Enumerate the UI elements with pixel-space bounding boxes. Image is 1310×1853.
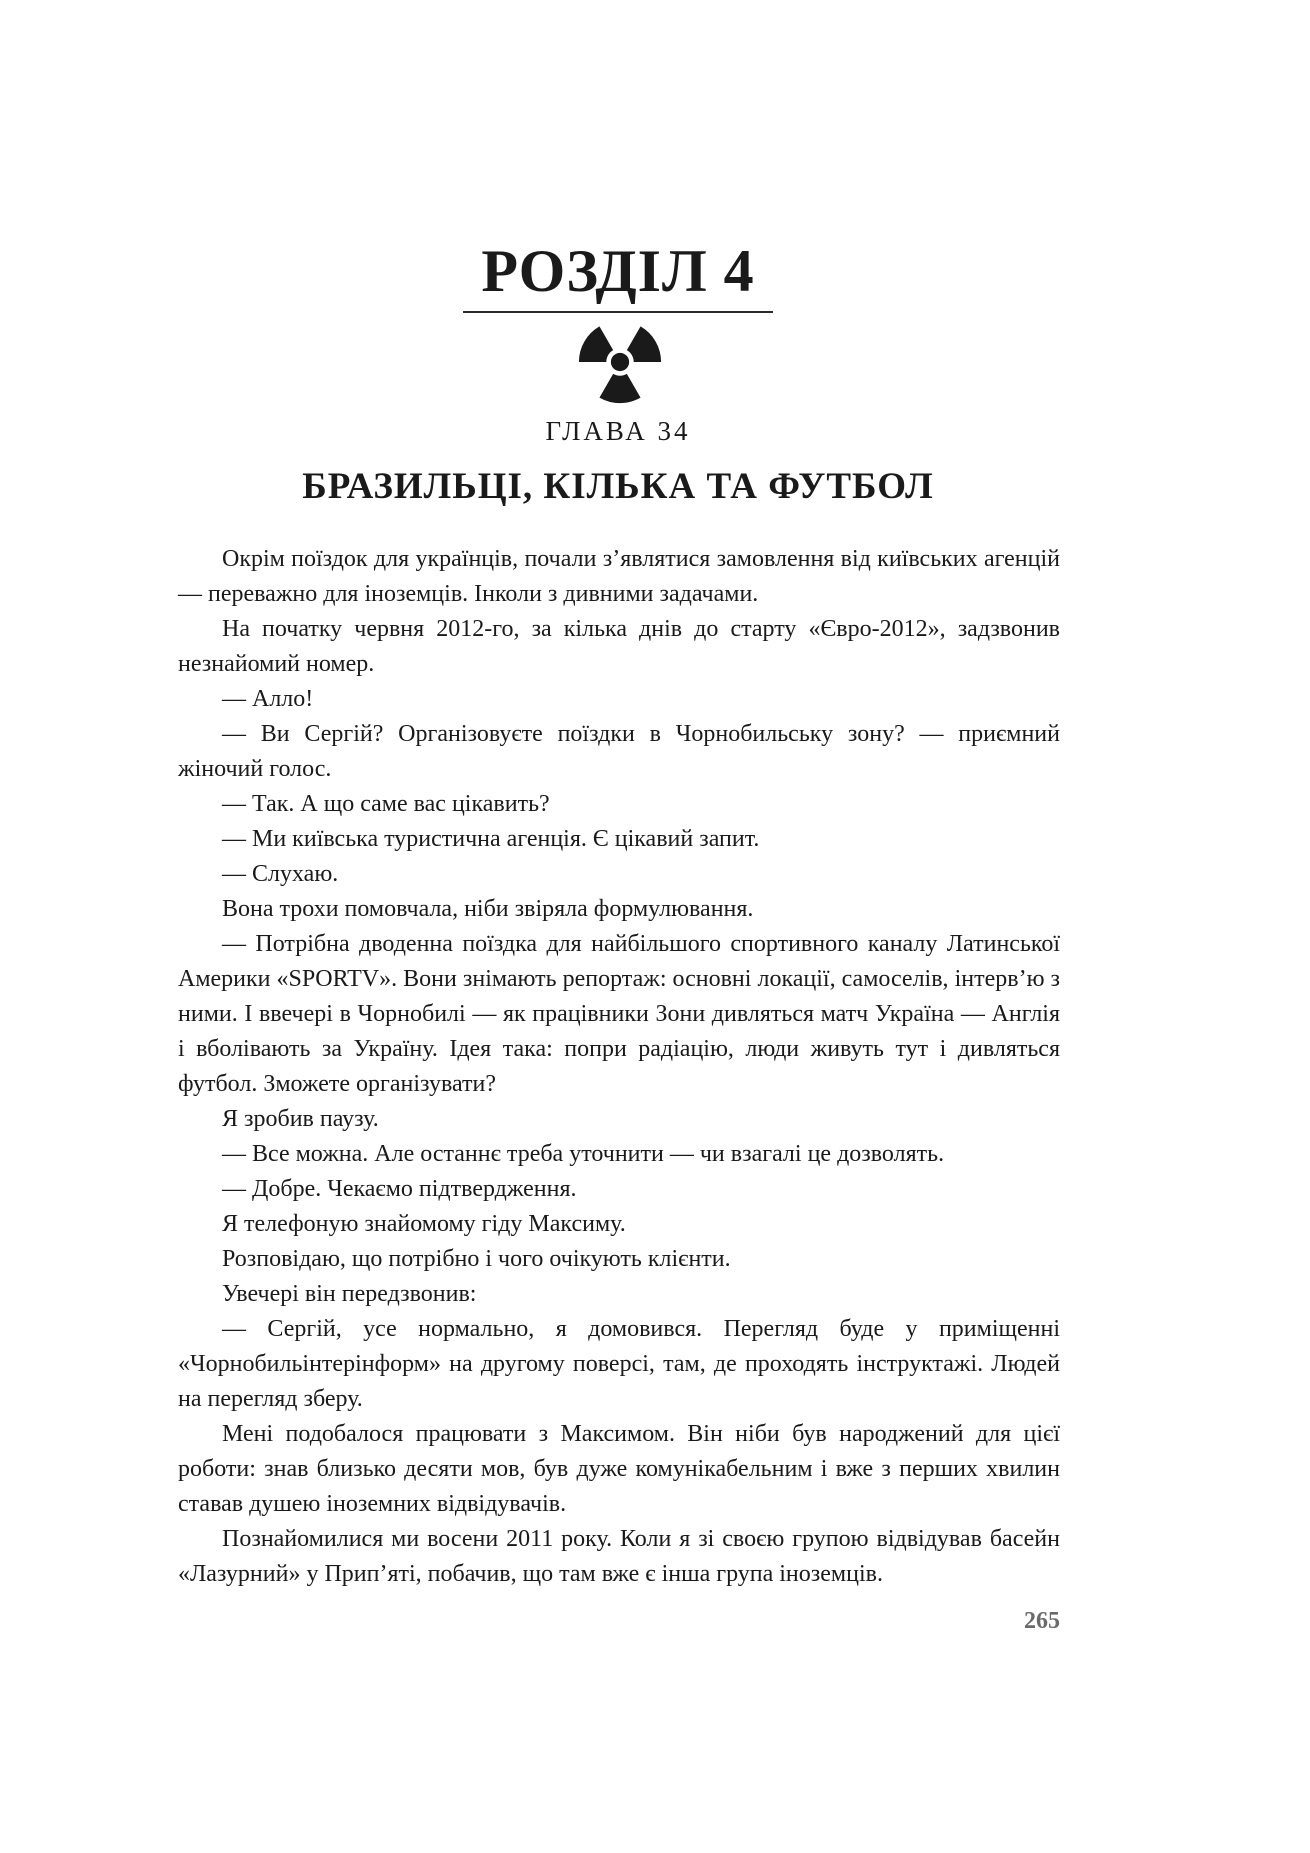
dialogue-line: — Сергій, усе нормально, я домовився. Перегляд буде у приміщенні «Чорнобильінтерінформ» на другому поверсі, там, де проходять інструктажі. Людей на перегляд зберу. xyxy=(178,1316,1060,1412)
chapter-label: ГЛАВА 34 xyxy=(545,416,691,446)
paragraph: Познайомилися ми восени 2011 року. Коли я зі своєю групою відвідував басейн «Лазурний» у Прип’яті, побачив, що там вже є інша група іноземців. xyxy=(178,1526,1060,1587)
paragraph: Вона трохи помовчала, ніби звіряла формулювання. xyxy=(222,896,754,922)
paragraph: Мені подобалося працювати з Максимом. Він ніби був народжений для цієї роботи: знав близько десяти мов, був дуже комунікабельним і вже з перших хвилин ставав душею іноземних відвідувачів. xyxy=(178,1421,1060,1517)
dialogue-line: — Ми київська туристична агенція. Є цікавий запит. xyxy=(222,826,760,852)
dialogue-line: — Слухаю. xyxy=(222,861,339,887)
dialogue-line: — Ви Сергій? Організовуєте поїздки в Чорнобильську зону? — приємний жіночий голос. xyxy=(178,721,1060,782)
paragraph: Я телефоную знайомому гіду Максиму. xyxy=(222,1211,626,1237)
chapter-title: БРАЗИЛЬЦІ, КІЛЬКА ТА ФУТБОЛ xyxy=(302,466,934,507)
dialogue-line: — Алло! xyxy=(222,686,314,712)
title-divider xyxy=(463,311,773,313)
dialogue-line: — Добре. Чекаємо підтвердження. xyxy=(222,1176,577,1202)
body-text xyxy=(178,542,1060,1592)
dialogue-line: — Потрібна дводенна поїздка для найбільшого спортивного каналу Латинської Америки «SPORTV». Вони знімають репортаж: основні локації, самоселів, інтерв’ю з ними. І ввечері в Чорнобилі — як працівники Зони дивляться матч Україна — Англія і вболівають за Україну. Ідея така: попри радіацію, люди живуть тут і дивляться футбол. Зможете організувати? xyxy=(178,931,1060,1097)
paragraph: Розповідаю, що потрібно і чого очікують клієнти. xyxy=(222,1246,731,1272)
dialogue-line: — Так. А що саме вас цікавить? xyxy=(222,791,550,817)
page-number: 265 xyxy=(1024,1608,1060,1634)
paragraph: Увечері він передзвонив: xyxy=(222,1281,477,1307)
paragraph: Я зробив паузу. xyxy=(222,1106,379,1132)
part-title: РОЗДІЛ 4 xyxy=(481,238,755,304)
paragraph: Окрім поїздок для українців, почали з’являтися замовлення від київських агенцій — переважно для іноземців. Інколи з дивними задачами. xyxy=(178,546,1060,607)
paragraph: На початку червня 2012-го, за кілька днів до старту «Євро-2012», задзвонив незнайомий номер. xyxy=(178,616,1060,677)
radiation-trefoil-icon xyxy=(573,320,667,404)
dialogue-line: — Все можна. Але останнє треба уточнити — чи взагалі це дозволять. xyxy=(222,1141,945,1167)
